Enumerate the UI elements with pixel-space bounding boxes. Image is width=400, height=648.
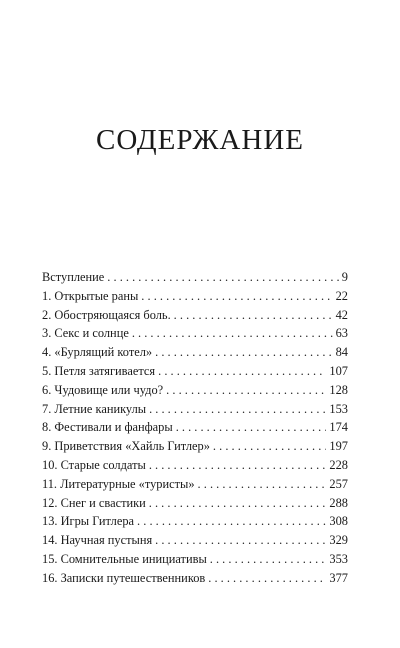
toc-entry-page: 63 xyxy=(335,326,348,341)
toc-entry-label: 6. Чудовище или чудо? xyxy=(42,382,164,397)
toc-entry-page: 257 xyxy=(329,476,348,491)
toc-entry xyxy=(42,400,348,419)
leader-dots xyxy=(149,400,326,419)
toc-entry xyxy=(42,343,348,362)
leader-dots xyxy=(166,381,326,400)
toc-entry-page: 153 xyxy=(329,401,348,416)
toc-entry xyxy=(42,306,348,325)
leader-dots xyxy=(198,475,327,494)
leader-dots xyxy=(155,343,332,362)
toc-entry-page: 197 xyxy=(329,439,348,454)
toc-entry-page: 9 xyxy=(341,270,348,284)
toc-entry-label: 11. Литературные «туристы» xyxy=(42,476,195,491)
toc-entry xyxy=(42,512,348,531)
leader-dots xyxy=(213,437,326,456)
toc-entry xyxy=(42,418,348,437)
toc-entry-page: 377 xyxy=(329,570,348,585)
toc-entry-page: 288 xyxy=(329,495,348,510)
toc-entry-page: 228 xyxy=(329,457,348,472)
toc-entry xyxy=(42,456,348,475)
leader-dots xyxy=(137,512,326,531)
leader-dots xyxy=(132,324,333,343)
toc-entry xyxy=(42,494,348,513)
leader-dots xyxy=(174,306,333,325)
toc-entry xyxy=(42,569,348,588)
leader-dots xyxy=(210,550,327,569)
page-title: СОДЕРЖАНИЕ xyxy=(96,124,304,156)
leader-dots xyxy=(149,456,327,475)
toc-entry-label: 16. Записки путешественников xyxy=(42,570,206,585)
toc-entry-page: 42 xyxy=(335,307,348,322)
toc-entry-label: 1. Открытые раны xyxy=(42,288,139,303)
leader-dots xyxy=(158,362,326,381)
toc-entry-label: 8. Фестивали и фанфары xyxy=(42,420,173,435)
toc-entry xyxy=(42,381,348,400)
leader-dots xyxy=(141,287,332,306)
toc-entry-label: 2. Обостряющаяся боль. xyxy=(42,307,171,322)
table-of-contents xyxy=(42,268,348,588)
toc-entry-label: 5. Петля затягивается xyxy=(42,363,156,378)
toc-entry-page: 107 xyxy=(329,363,348,378)
toc-entry-label: 12. Снег и свастики xyxy=(42,495,146,510)
toc-entry xyxy=(42,437,348,456)
leader-dots xyxy=(155,531,326,550)
toc-entry-label: 10. Старые солдаты xyxy=(42,457,146,472)
toc-entry-label: 9. Приветствия «Хайль Гитлер» xyxy=(42,439,210,454)
toc-entry xyxy=(42,475,348,494)
toc-entry-label: 7. Летние каникулы xyxy=(42,401,147,416)
toc-entry xyxy=(42,362,348,381)
toc-entry-label: Вступление xyxy=(42,270,105,284)
toc-entry-page: 174 xyxy=(329,420,348,435)
leader-dots xyxy=(149,494,327,513)
toc-entry-page: 22 xyxy=(335,288,348,303)
toc-entry-label: 13. Игры Гитлера xyxy=(42,514,135,529)
toc-entry xyxy=(42,268,348,287)
toc-entry-label: 15. Сомнительные инициативы xyxy=(42,551,207,566)
toc-entry-page: 308 xyxy=(329,514,348,529)
toc-entry-label: 14. Научная пустыня xyxy=(42,533,153,548)
leader-dots xyxy=(176,418,327,437)
toc-entry-page: 128 xyxy=(329,382,348,397)
toc-entry xyxy=(42,531,348,550)
toc-entry-page: 84 xyxy=(335,345,348,360)
toc-entry xyxy=(42,550,348,569)
toc-entry-page: 329 xyxy=(329,533,348,548)
toc-entry-page: 353 xyxy=(329,551,348,566)
toc-entry xyxy=(42,324,348,343)
leader-dots xyxy=(107,268,339,287)
toc-entry-label: 3. Секс и солнце xyxy=(42,326,129,341)
toc-entry xyxy=(42,287,348,306)
leader-dots xyxy=(208,569,326,588)
toc-entry-label: 4. «Бурлящий котел» xyxy=(42,345,153,360)
